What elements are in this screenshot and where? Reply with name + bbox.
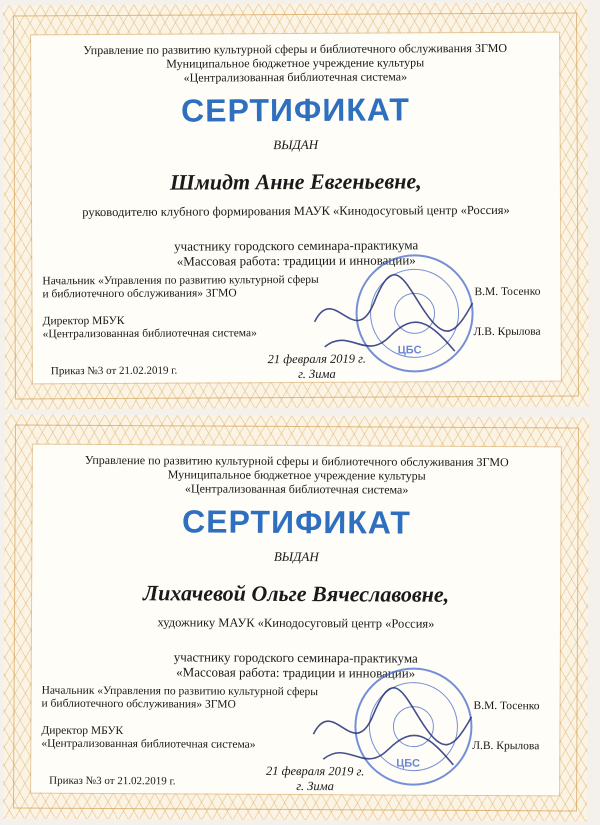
date-text: 21 февраля 2019 г.: [265, 763, 365, 779]
signer-title-line-2: и библиотечного обслуживания» ЗГМО: [42, 287, 237, 301]
issuer-line-3: «Централизованная библиотечная система»: [184, 481, 409, 497]
recipient-name: Лихачевой Ольге Вячеславовне,: [142, 580, 450, 607]
issuer-line-2: Муниципальное бюджетное учреждение культуры: [166, 55, 425, 71]
director-title-line-2: «Централизованная библиотечная система»: [42, 327, 257, 341]
seminar-line-1: участнику городского семинара-практикума: [174, 237, 419, 254]
stamp-label: ЦБС: [397, 344, 422, 357]
issuer-header: [33, 453, 561, 498]
certificate-2: [3, 414, 589, 821]
order-number: Приказ №3 от 21.02.2019 г.: [49, 774, 176, 788]
certificate-body: [31, 33, 561, 384]
issuer-line-1: Управление по развитию культурной сферы и библиотечного обслуживания ЗГМО: [84, 452, 509, 470]
certificate-title: СЕРТИФИКАТ: [181, 503, 412, 541]
issued-label: ВЫДАН: [273, 136, 319, 153]
seminar-line-2: «Массовая работа: традиции и инновации»: [176, 252, 416, 269]
certificate-1: [3, 2, 589, 409]
city-text: г. Зима: [296, 779, 334, 794]
recipient-position: руководителю клубного формирования МАУК «Кинодосуговый центр «Россия»: [82, 202, 510, 220]
director-title-line-2: «Централизованная библиотечная система»: [41, 737, 256, 751]
signer-name: В.М. Тосенко: [474, 285, 541, 299]
signature-2-icon: [323, 735, 453, 765]
signer-title-line-1: Начальник «Управления по развитию культурной сферы: [42, 273, 319, 288]
recipient-name: Шмидт Анне Евгеньевне,: [169, 168, 422, 195]
signer-title-line-2: и библиотечного обслуживания» ЗГМО: [41, 697, 236, 711]
seminar-line-1: участнику городского семинара-практикума: [173, 649, 418, 666]
certificate-title: СЕРТИФИКАТ: [180, 91, 410, 129]
issued-label: ВЫДАН: [273, 548, 319, 565]
signature-1-icon: [314, 274, 472, 331]
signer-title-line-1: Начальник «Управления по развитию культурной сферы: [41, 684, 319, 699]
issuer-line-3: «Централизованная библиотечная система»: [183, 69, 408, 85]
director-title-line-1: Директор МБУК: [41, 724, 124, 738]
stamp-icon: [294, 241, 485, 382]
certificate-body: [31, 445, 561, 796]
signature-2-icon: [325, 322, 455, 352]
city-text: г. Зима: [298, 366, 336, 381]
issuer-line-1: Управление по развитию культурной сферы и библиотечного обслуживания ЗГМО: [83, 40, 508, 58]
order-number: Приказ №3 от 21.02.2019 г.: [50, 364, 178, 378]
recipient-position: художнику МАУК «Кинодосуговый центр «Россия»: [157, 615, 435, 631]
date-text: 21 февраля 2019 г.: [267, 351, 366, 367]
director-title-line-1: Директор МБУК: [42, 314, 125, 328]
issuer-header: [31, 41, 559, 86]
director-name: Л.В. Крылова: [472, 739, 540, 753]
issuer-line-2: Муниципальное бюджетное учреждение культуры: [167, 467, 426, 483]
stamp-icon: [293, 654, 484, 795]
signature-1-icon: [313, 687, 471, 744]
stamp-label: ЦБС: [396, 757, 421, 770]
signer-name: В.М. Тосенко: [473, 699, 540, 713]
director-name: Л.В. Крылова: [473, 325, 541, 339]
seminar-line-2: «Массовая работа: традиции и инновации»: [176, 664, 416, 681]
